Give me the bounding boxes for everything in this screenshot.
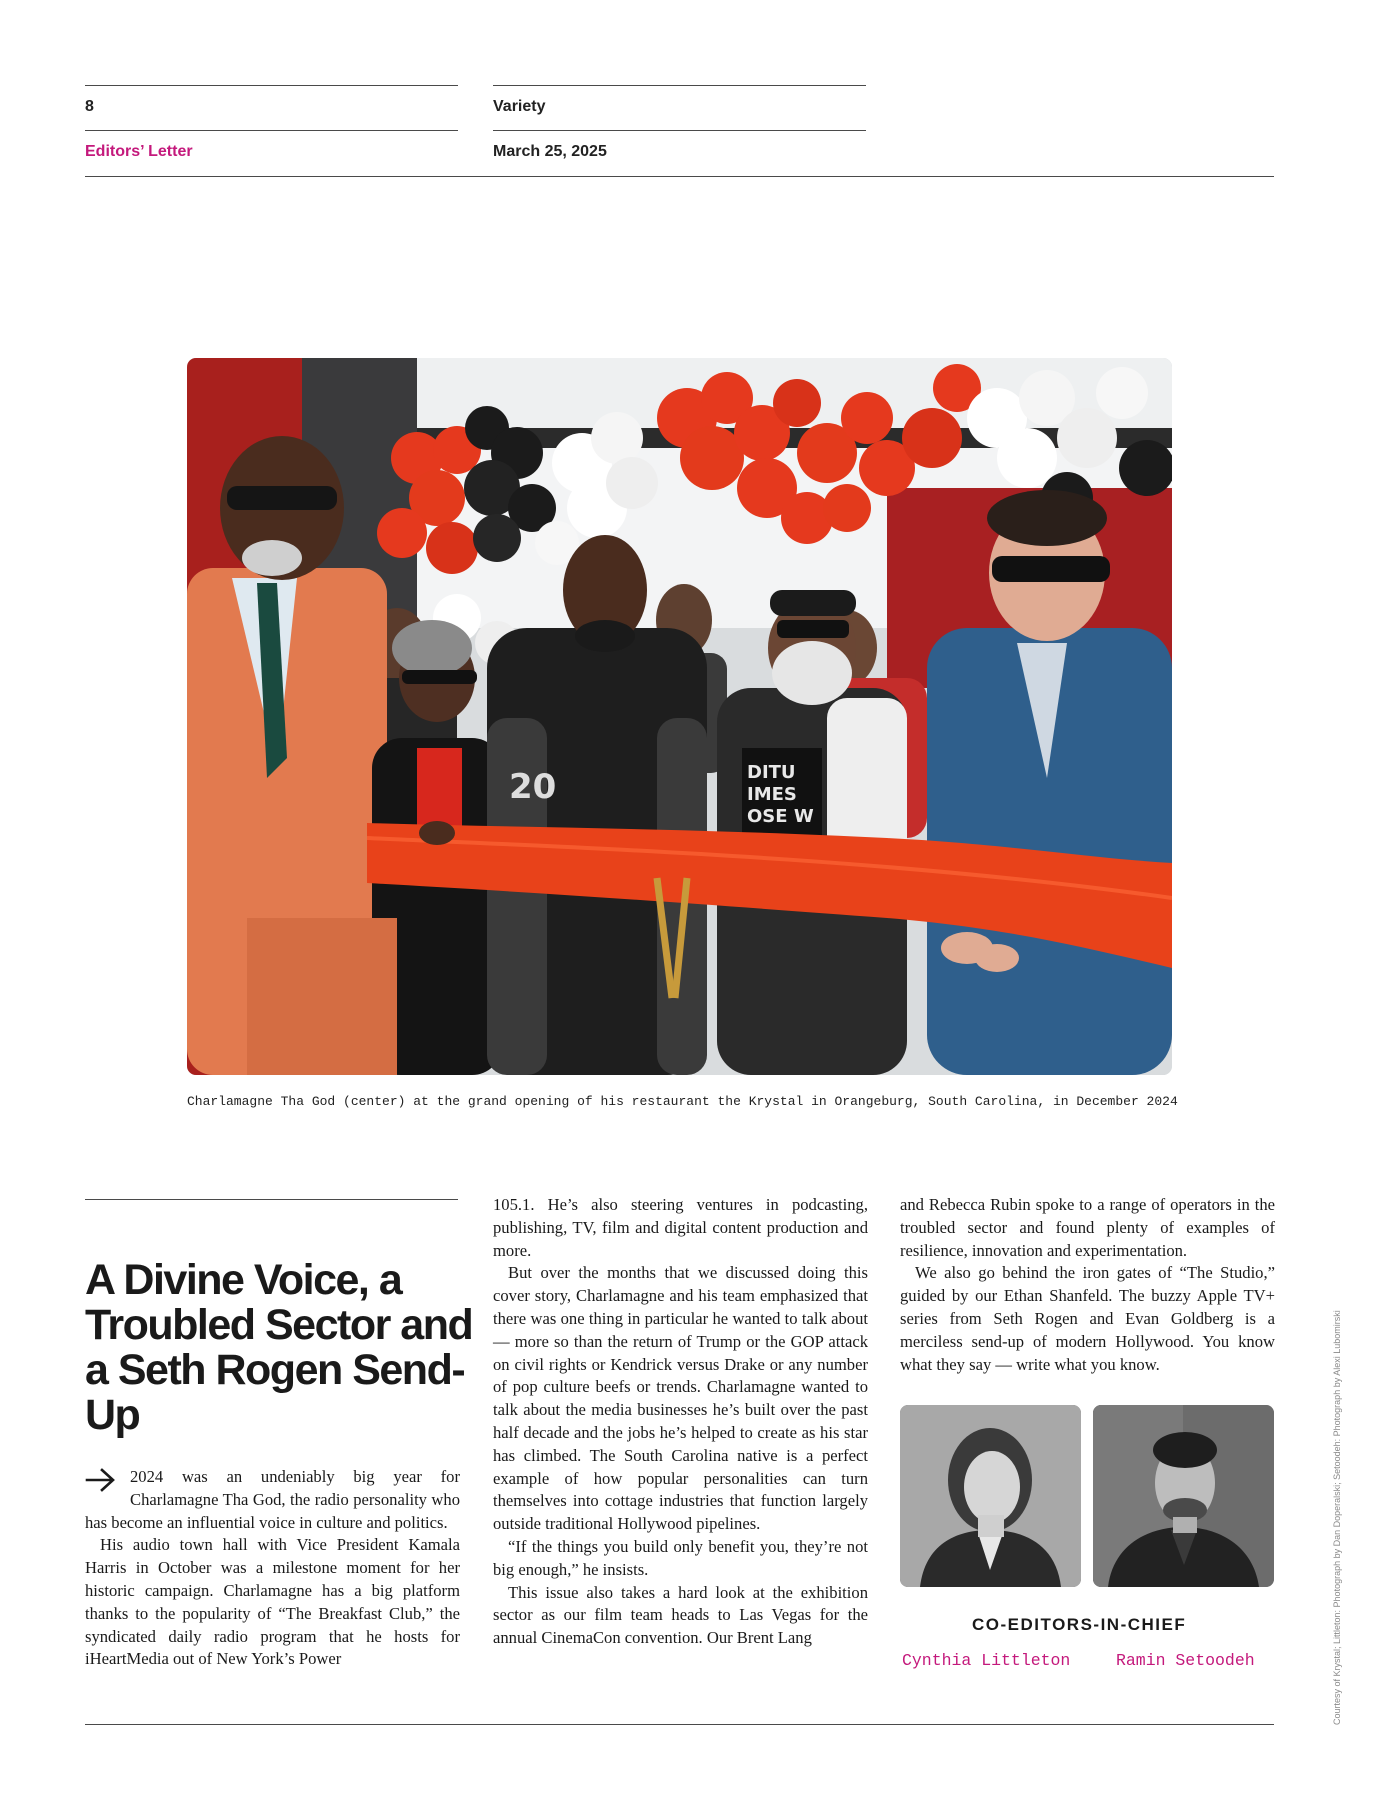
paragraph: His audio town hall with Vice President Kamala Harris in October was a milestone moment for her historic campaign. Charlamagne has a big platform thanks to the popularity of “The Breakfast Club,” the syndicated daily radio program that he hosts for iHeartMedia out of New York’s Power: [85, 1535, 460, 1669]
photo-caption: Charlamagne Tha God (center) at the grand opening of his restaurant the Krystal in Orangeburg, South Carolina, in December 2024: [187, 1094, 1178, 1109]
paragraph: 105.1. He’s also steering ventures in podcasting, publishing, TV, film and digital content production and more.: [493, 1195, 868, 1260]
header-rule-mid-top: [493, 85, 866, 86]
header-rule-left-top: [85, 85, 458, 86]
editor-name-setoodeh: Ramin Setoodeh: [1116, 1651, 1255, 1670]
article-column-1: [85, 1466, 460, 1671]
svg-text:OSE W: OSE W: [747, 806, 814, 827]
header-rule-bottom: [85, 176, 1274, 177]
header-rule-left-mid: [85, 130, 458, 131]
portrait-cynthia-littleton: [900, 1405, 1081, 1587]
article-column-2: [493, 1194, 868, 1650]
header-rule-mid-mid: [493, 130, 866, 131]
headline-rule: [85, 1199, 458, 1200]
issue-date: March 25, 2025: [493, 143, 607, 160]
footer-rule: [85, 1724, 1274, 1725]
photo-credit: Courtesy of Krystal; Littleton: Photograph by Dan Doperalski; Setoodeh: Photograph by Alexi Lubomirski: [1332, 1310, 1342, 1725]
co-editors-heading: CO-EDITORS-IN-CHIEF: [972, 1615, 1187, 1634]
svg-text:IMES: IMES: [747, 784, 797, 805]
page-number: 8: [85, 98, 94, 115]
paragraph: “If the things you build only benefit you, they’re not big enough,” he insists.: [493, 1536, 868, 1579]
main-photo: [187, 358, 1172, 1075]
portrait-ramin-setoodeh: [1093, 1405, 1274, 1587]
article-headline: A Divine Voice, a Troubled Sector and a Seth Rogen Send-Up: [85, 1256, 473, 1439]
paragraph: We also go behind the iron gates of “The Studio,” guided by our Ethan Shanfeld. The buzzy Apple TV+ series from Seth Rogen and Evan Goldberg is a merciless send-up of modern Hollywood. You know what they say — write what you know.: [900, 1263, 1275, 1374]
arrow-right-icon: [85, 1467, 117, 1493]
jacket-number: 20: [509, 767, 557, 807]
paragraph: 2024 was an undeniably big year for Charlamagne Tha God, the radio personality who has become an influential voice in culture and politics.: [85, 1467, 460, 1532]
publication-name: Variety: [493, 98, 546, 115]
editor-name-littleton: Cynthia Littleton: [902, 1651, 1071, 1670]
article-column-3: [900, 1194, 1275, 1376]
paragraph: But over the months that we discussed doing this cover story, Charlamagne and his team emphasized that there was one thing in particular he wanted to talk about — more so than the return of Trump or the GOP attack on civil rights or Kendrick versus Drake or any number of pop culture beefs or trends. Charlamagne wanted to talk about the media businesses he’s built over the past half decade and the jobs he’s helped to create as his star has climbed. The South Carolina native is a perfect example of how popular personalities can turn themselves into cottage industries that function largely outside traditional Hollywood pipelines.: [493, 1263, 868, 1534]
paragraph: This issue also takes a hard look at the exhibition sector as our film team heads to Las Vegas for the annual CinemaCon convention. Our Brent Lang: [493, 1582, 868, 1648]
shirt-print: DITU: [747, 762, 796, 783]
section-label: Editors’ Letter: [85, 143, 193, 160]
paragraph: and Rebecca Rubin spoke to a range of operators in the troubled sector and found plenty of examples of resilience, innovation and experimentation.: [900, 1195, 1275, 1260]
